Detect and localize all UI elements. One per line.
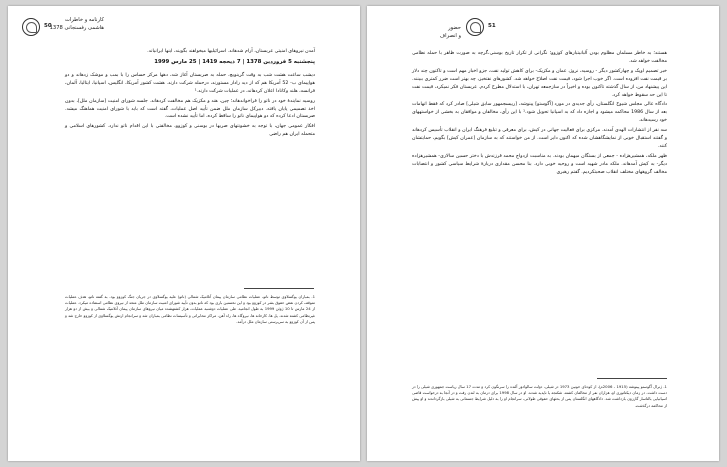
- date-heading: پنجشنبه 5 فروردین 1378 | 7 ذیحجه 1419 | 25 مارس 1999: [154, 58, 315, 65]
- footnote-divider: [597, 378, 667, 379]
- right-page: [367, 6, 719, 461]
- page-number: 51: [488, 23, 496, 29]
- footnote-divider: [244, 288, 314, 289]
- footnote: 1. بمباران یوگسلاوی توسط ناتو، عملیات نظامی سازمان پیمان آتلانتیک شمالی (ناتو) علیه یوگسلاوی در جریان جنگ کوزوو بود. به گفته ناتو، هدف عملیات متوقف کردن نقض حقوق بشر در کوزوو بود و این نخستین باری بود که ناتو بدون تأیید شورای امنیت سازمان ملل متحد از نیروی نظامی استفاده میکرد. عملیات از 24 مارس تا 10 ژوئن 1999 به طول انجامید. طی عملیات دوشنبه عملیات، هزار کشتهشده میان نیروهای سازمان پیمان آتلانتیک شمالی و بیش از دو هزار غیرنظامی کشته شدند. پل ها، کارخانه ها، نیروگاه ها، راه آهن، مراکز مخابراتی و تأسیسات نظامی بمباران شد و سرانجام ارتش یوگسلاوی از کوزوو خارج شد و پس از آن کوزوو به سرپرستی سازمان ملل درآمد.: [65, 294, 315, 324]
- emblem-icon: [22, 18, 40, 36]
- page-header: [411, 14, 511, 44]
- paragraph: ظهر ملکه، همشیرهزاده - جمعی از بستگان میهمان بودند. به مناسبت ازدواج محمد فرزندش با دختر حسین سالاری- همشیرهزاده دیگر- به کیش آمدهاند. ملکه مادر شهید است و روحیه خوبی دارد. بنا محسن مقداری دربارۀ شرایط سیاسی کشور و انتصابات مخالف گروههای مختلف انقلاب صحبتکردیم. گفتم رهبری: [412, 153, 667, 175]
- paragraph: روسیه نمایندۀ خود در ناتو را فراخواندهاند؛ چین، هند و مکزیک هم مخالفت کردهاند. جلسه شورای امنیت [سازمان ملل]، بدون اخذ تصمیمی پایان یافته. دبیرکل سازمان ملل ضمن تأیید اصل عملیات، گفته است که باید با شورای امنیت هماهنگ میشد. صربستان ادعا کرده که دو هواپیمای ناتو را ساقط کرده، اما تأیید نشده است.: [65, 98, 315, 120]
- paragraph: خبر تصمیم اوپک و چهارکشور دیگر - روسیه، نروژ، عمان و مکزیک- برای کاهش تولید نفت، جزو اخبار مهم است و تاکنون چند دلار بر قیمت نفت افزوده است. اگر خوب اجرا شود، قیمت نفت اصلاح خواهد شد. کشورهای نفتخیز، چه بهتر است ضرر کمتری ببینند. این پیشنهاد من، از سال گذشته تاکنون بوده و اخیراً در سازجمعه تهران، با استدلال مطرح کردم. عربستان فکر نمیکرد، قیمت نفت تا این حد سقوط خواهد کرد.: [412, 68, 667, 98]
- page-number: 50: [44, 23, 52, 29]
- paragraph: هستند؛ به خاطر مسلمان مظلوم بودن آلبانیتبارهای کوزوو؛ نگرانی از تکرار تاریخ بوسنی،گرچه به صورت ظاهر با حمله نظامی مخالفت خواهد شد.: [412, 51, 667, 64]
- page-header: [22, 14, 112, 44]
- main-text: [412, 50, 667, 179]
- header-subtitle: هاشمی رفسنجانی 1378: [49, 25, 104, 31]
- paragraph: افکار عمومی جهان، با توجه به خشونتهای صربها در بوسنی و کوزوو، مخالفتی با این اقدام ناتو ندارد. کشورهای اسلامی و متحمله ایران هم راضی: [65, 124, 315, 138]
- paragraph: سه نفر از انتشارات الهدی آمدند. مرکزی برای فعالیت جهانی در کیش، برای معرفی و تبلیغ فرهنگ ایران و انقلاب تأسیس کردهاند و گفتند استقبال خوبی از نمایشگاهشان شده که اکنون دایر است. از من خواستند که به سازمان [عمران کیش] بگویم، حمایتشان کنند.: [412, 128, 667, 149]
- left-page: [8, 6, 360, 461]
- intro-paragraph: آمدن نیروهای امنیتی عربستان، آرام شدهاند. اسرائیلیها میخواهند بگویند، اینها ایرانیاند.: [147, 49, 315, 54]
- header-title: کارنامه و خاطرات: [64, 17, 104, 23]
- header-subtitle: و انصراف: [439, 33, 461, 39]
- paragraph: دیشب ساعت هشت شب به وقت گرینویچ، حمله به صربستان آغاز شد، دهها مرکز حساس را با بمب و موشک زدهاند و دو هواپیمای ب- 52 آمریکا هم که از دید رادار مستورند، درحمله شرکت دارند. هشت کشور آمریکا، انگلیس، اسپانیا، ایتالیا، آلمان، فرانسه، هلند وکانادا اعلان کردهاند، در عملیات شرکت دارند.¹: [65, 72, 315, 94]
- paragraph: دادگاه عالی مجلس شیوخ انگلستان، رأی جدیدی در مورد [آگوستو] پینوشه، [رییسجمهور سابق شیلی] صادر کرد که فقط اتهامات بعد از سال 1986 محاکمه میشود و اجازه داد که به اسپانیا تحویل شود.¹ با این رأی، مخالفان و موافقان به بخشی از خواستههای خود رسیدهاند.: [412, 102, 667, 124]
- emblem-icon: [466, 18, 484, 36]
- main-text: [65, 48, 315, 141]
- footnote: 1. ژنرال آگوستو پینوشه (1915 - 2006م)، از کودتای خونین 1973 در شیلی، دولت سالوادور آلنده را سرنگون کرد و مدت 17 سال ریاست جمهوری شیلی را در دست داشت. در زمان دیکتاتوری او، هزاران نفر از مخالفان کشته، شکنجه یا ناپدید شدند. او در سال 1998 برای درمان به لندن رفت و در آنجا به درخواست قاضی اسپانیایی بالتاسار گارزون بازداشت شد. دادگاههای انگلستان پس از بحثهای حقوقی طولانی، سرانجام او را به دلیل شرایط جسمانی به شیلی بازگرداندند و او پیش از محاکمه درگذشت.: [412, 384, 667, 408]
- header-title: حضور: [448, 25, 461, 31]
